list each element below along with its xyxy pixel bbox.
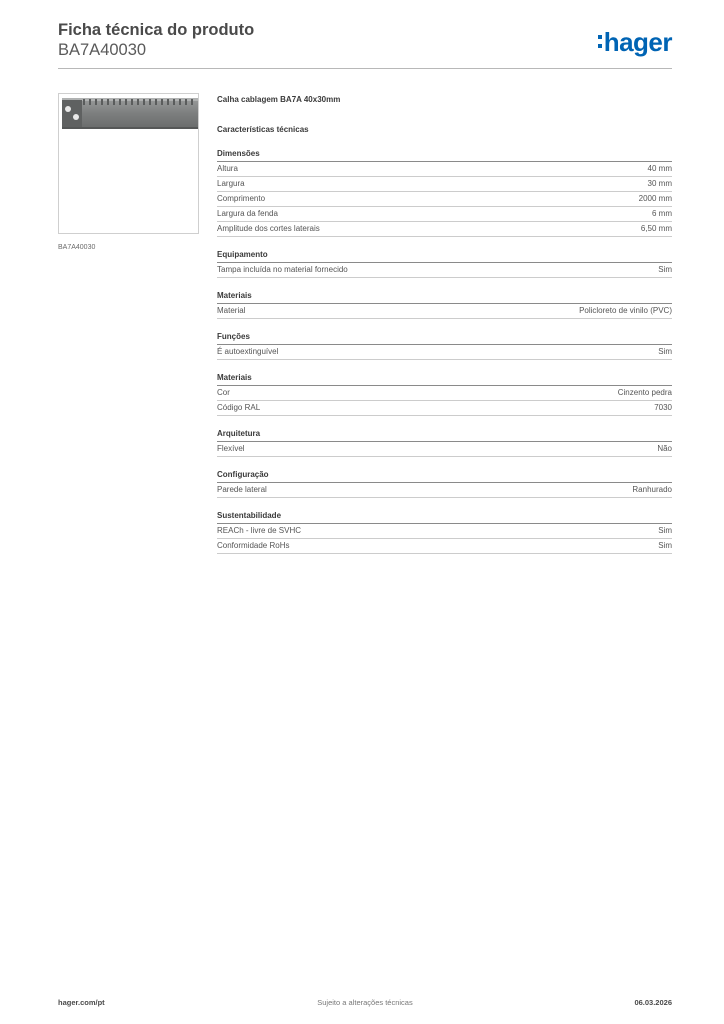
spec-row bbox=[217, 192, 672, 207]
spec-section bbox=[217, 148, 672, 237]
spec-section bbox=[217, 249, 672, 278]
section-title: Arquitetura bbox=[217, 428, 672, 442]
document-title: Ficha técnica do produto bbox=[58, 21, 255, 39]
spec-label: Código RAL bbox=[217, 403, 261, 412]
spec-label: É autoextinguível bbox=[217, 347, 279, 356]
header-divider bbox=[58, 68, 672, 69]
spec-label: Material bbox=[217, 306, 246, 315]
spec-value: 6,50 mm bbox=[640, 224, 672, 233]
section-title: Materiais bbox=[217, 372, 672, 386]
spec-value: 7030 bbox=[654, 403, 672, 412]
spec-value: 40 mm bbox=[647, 164, 672, 173]
spec-row bbox=[217, 483, 672, 498]
spec-value: 30 mm bbox=[647, 179, 672, 188]
tech-characteristics-heading: Características técnicas bbox=[217, 125, 309, 134]
spec-label: Comprimento bbox=[217, 194, 266, 203]
footer-website: hager.com/pt bbox=[58, 998, 105, 1007]
section-title: Configuração bbox=[217, 469, 672, 483]
spec-row bbox=[217, 304, 672, 319]
spec-section bbox=[217, 331, 672, 360]
spec-value: Sim bbox=[658, 526, 672, 535]
section-title: Equipamento bbox=[217, 249, 672, 263]
spec-row bbox=[217, 524, 672, 539]
spec-value: 6 mm bbox=[652, 209, 672, 218]
spec-value: Policloreto de vinilo (PVC) bbox=[579, 306, 672, 315]
spec-section bbox=[217, 469, 672, 498]
spec-label: Cor bbox=[217, 388, 230, 397]
spec-value: Não bbox=[657, 444, 672, 453]
section-title: Sustentabilidade bbox=[217, 510, 672, 524]
spec-row bbox=[217, 539, 672, 554]
spec-sections bbox=[217, 148, 672, 554]
spec-row bbox=[217, 263, 672, 278]
product-name: Calha cablagem BA7A 40x30mm bbox=[217, 95, 341, 104]
spec-row bbox=[217, 222, 672, 237]
cable-trunking-image bbox=[59, 94, 198, 233]
spec-label: Flexível bbox=[217, 444, 245, 453]
logo-text: hager bbox=[603, 27, 672, 57]
hager-logo bbox=[598, 28, 672, 56]
section-title: Funções bbox=[217, 331, 672, 345]
product-image bbox=[58, 93, 199, 234]
product-code: BA7A40030 bbox=[58, 41, 147, 59]
spec-label: Tampa incluída no material fornecido bbox=[217, 265, 348, 274]
spec-section bbox=[217, 428, 672, 457]
spec-label: REACh - livre de SVHC bbox=[217, 526, 302, 535]
spec-row bbox=[217, 162, 672, 177]
spec-label: Amplitude dos cortes laterais bbox=[217, 224, 320, 233]
spec-label: Conformidade RoHs bbox=[217, 541, 290, 550]
spec-section bbox=[217, 372, 672, 416]
spec-row bbox=[217, 207, 672, 222]
spec-content bbox=[217, 94, 672, 554]
spec-value: Cinzento pedra bbox=[617, 388, 672, 397]
spec-value: Ranhurado bbox=[632, 485, 672, 494]
spec-value: Sim bbox=[658, 265, 672, 274]
spec-value: 2000 mm bbox=[638, 194, 672, 203]
spec-label: Largura da fenda bbox=[217, 209, 278, 218]
footer-date: 06.03.2026 bbox=[634, 998, 672, 1007]
footer-note: Sujeito a alterações técnicas bbox=[317, 998, 413, 1007]
logo-dots-icon bbox=[598, 35, 602, 53]
spec-row bbox=[217, 442, 672, 457]
spec-value: Sim bbox=[658, 347, 672, 356]
image-caption: BA7A40030 bbox=[58, 244, 96, 251]
spec-row bbox=[217, 177, 672, 192]
spec-row bbox=[217, 345, 672, 360]
spec-section bbox=[217, 290, 672, 319]
spec-label: Parede lateral bbox=[217, 485, 267, 494]
spec-row bbox=[217, 386, 672, 401]
spec-section bbox=[217, 510, 672, 554]
spec-row bbox=[217, 401, 672, 416]
spec-value: Sim bbox=[658, 541, 672, 550]
section-title: Materiais bbox=[217, 290, 672, 304]
page-header bbox=[58, 20, 672, 68]
section-title: Dimensões bbox=[217, 148, 672, 162]
spec-label: Largura bbox=[217, 179, 245, 188]
spec-label: Altura bbox=[217, 164, 238, 173]
